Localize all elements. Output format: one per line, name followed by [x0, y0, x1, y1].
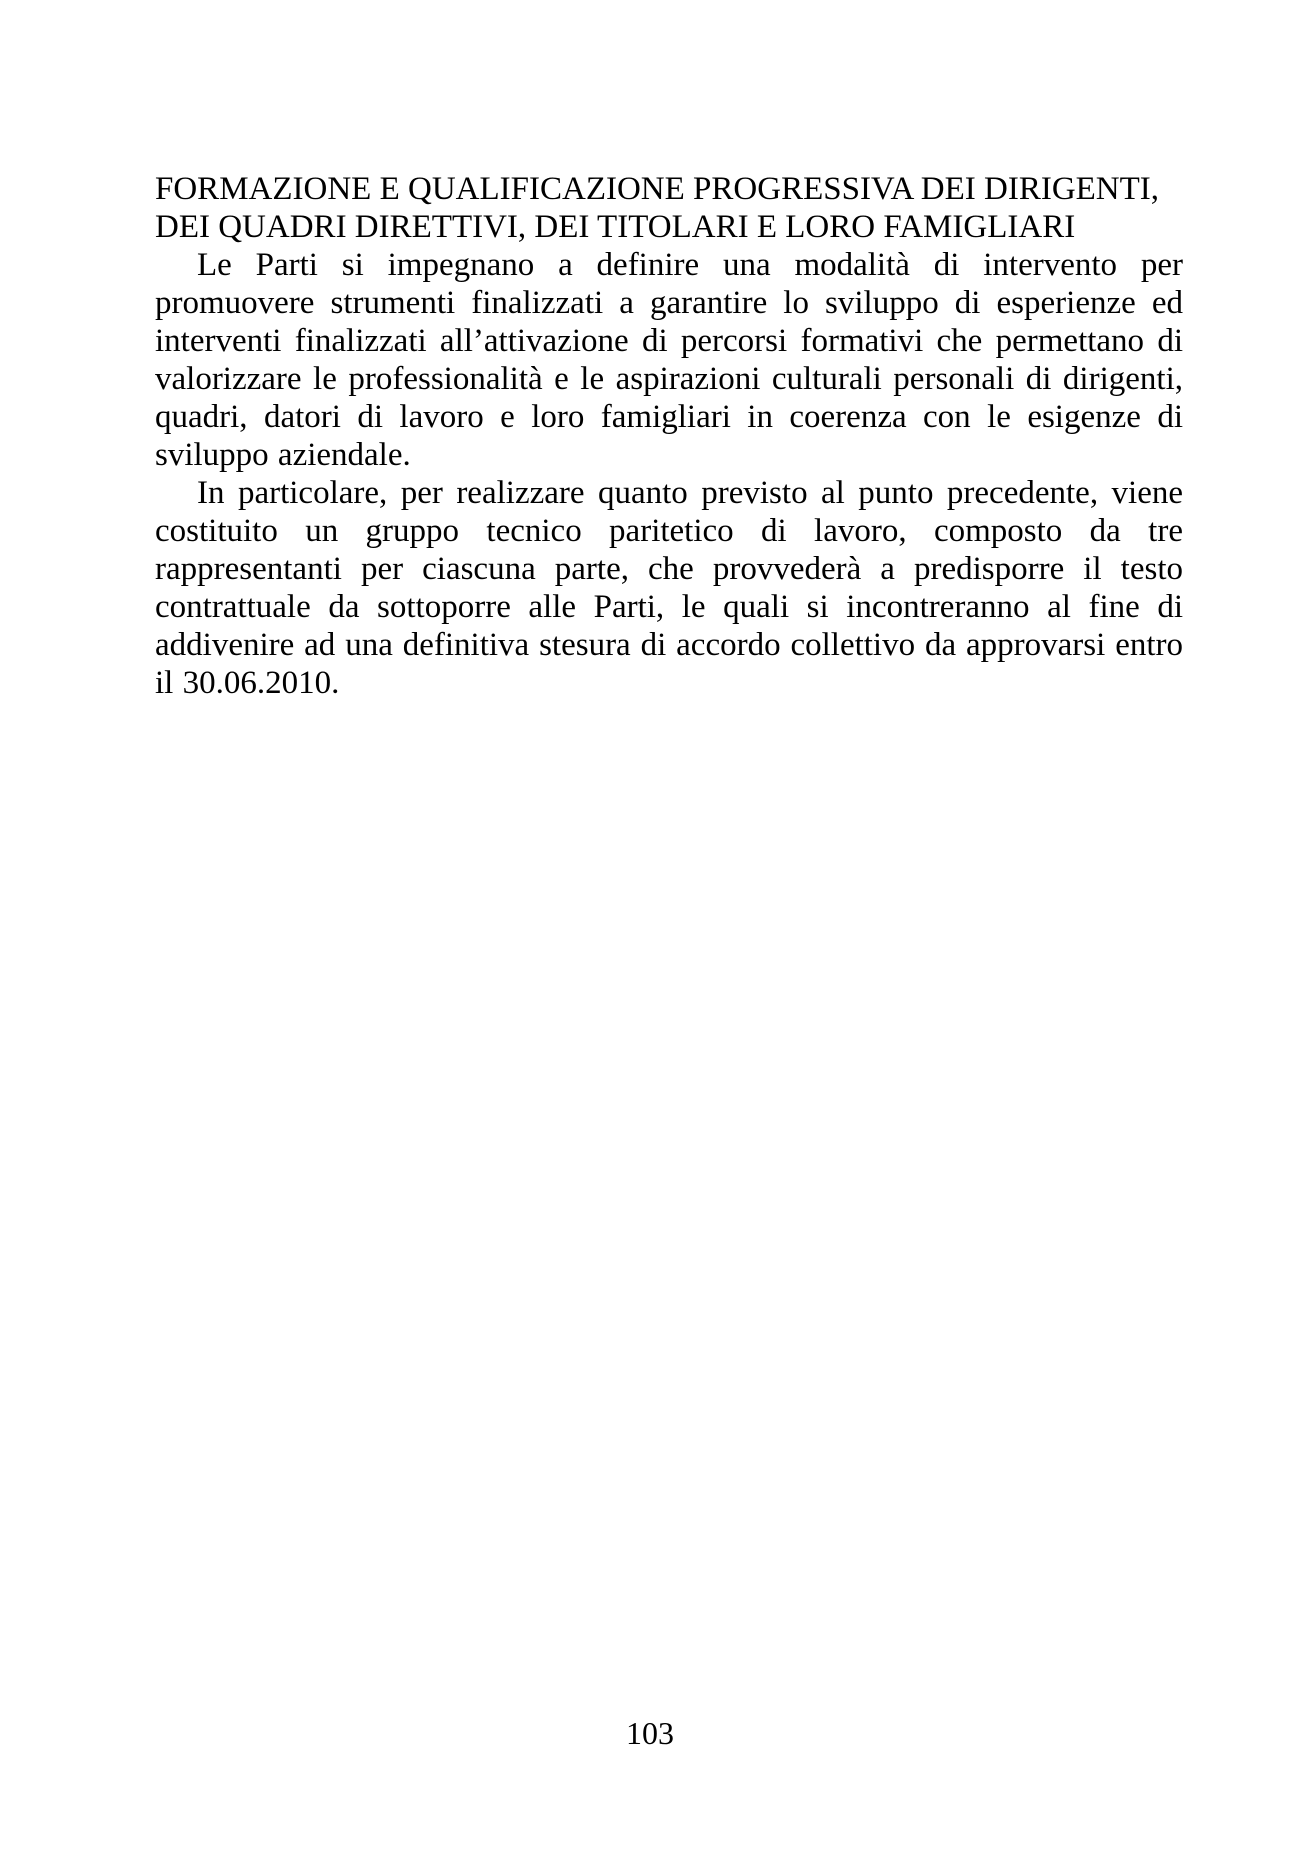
section-heading-line-2: DEI QUADRI DIRETTIVI, DEI TITOLARI E LORO FAMIGLIARI: [155, 209, 1076, 245]
paragraph-2: In particolare, per realizzare quanto previsto al punto precedente, viene costituito un gruppo tecnico paritetico di lavoro, composto da tre rappresentanti per ciascuna parte, che provvederà a predisporre il testo contrattuale da sottoporre alle Parti, le quali si incontreranno al fine di addivenire ad una definitiva stesura di accordo collettivo da approvarsi entro il 30.06.2010.: [155, 475, 1183, 701]
page-number: 103: [626, 1715, 674, 1751]
section-heading-line-1: FORMAZIONE E QUALIFICAZIONE PROGRESSIVA DEI DIRIGENTI,: [155, 171, 1160, 207]
paragraph-1: Le Parti si impegnano a definire una modalità di intervento per promuovere strumenti finalizzati a garantire lo sviluppo di esperienze ed interventi finalizzati all’attivazione di percorsi formativi che permettano di valorizzare le professionalità e le aspirazioni culturali personali di dirigenti, quadri, datori di lavoro e loro famigliari in coerenza con le esigenze di sviluppo aziendale.: [155, 247, 1183, 473]
text-block: [155, 170, 1183, 702]
